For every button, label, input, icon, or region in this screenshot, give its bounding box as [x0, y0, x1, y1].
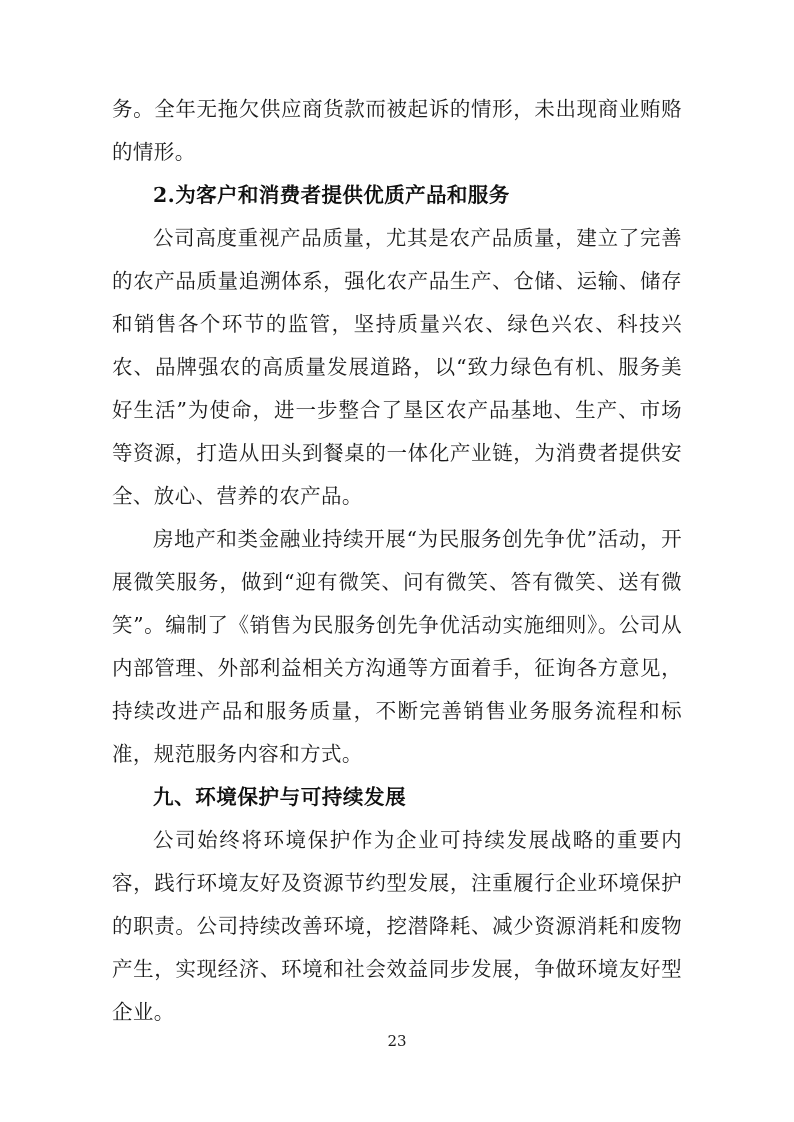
paragraph-continuation: 务。全年无拖欠供应商货款而被起诉的情形，未出现商业贿赂的情形。 [112, 97, 682, 164]
paragraph-real-estate-service: 房地产和类金融业持续开展“为民服务创先争优”活动，开展微笑服务，做到“迎有微笑、问有微笑、答有微笑、送有微笑”。编制了《销售为民服务创先争优活动实施细则》。公司从内部管理、外部利益相关方沟通等方面着手，征询各方意见，持续改进产品和服务质量，不断完善销售业务服务流程和标准，规范服务内容和方式。 [112, 527, 682, 766]
paragraph-environment-protection: 公司始终将环境保护作为企业可持续发展战略的重要内容，践行环境友好及资源节约型发展，注重履行企业环境保护的职责。公司持续改善环境，挖潜降耗、减少资源消耗和废物产生，实现经济、环境和社会效益同步发展，争做环境友好型企业。 [112, 828, 682, 1024]
section-heading-environment: 九、环境保护与可持续发展 [153, 785, 407, 809]
page-number: 23 [387, 1032, 407, 1050]
document-body [112, 88, 682, 1034]
paragraph-product-quality: 公司高度重视产品质量，尤其是农产品质量，建立了完善的农产品质量追溯体系，强化农产品生产、仓储、运输、储存和销售各个环节的监管，坚持质量兴农、绿色兴农、科技兴农、品牌强农的高质量发展道路，以“致力绿色有机、服务美好生活”为使命，进一步整合了垦区农产品基地、生产、市场等资源，打造从田头到餐桌的一体化产业链，为消费者提供安全、放心、营养的农产品。 [112, 226, 682, 508]
subsection-heading-quality-products: 2.为客户和消费者提供优质产品和服务 [153, 183, 510, 207]
